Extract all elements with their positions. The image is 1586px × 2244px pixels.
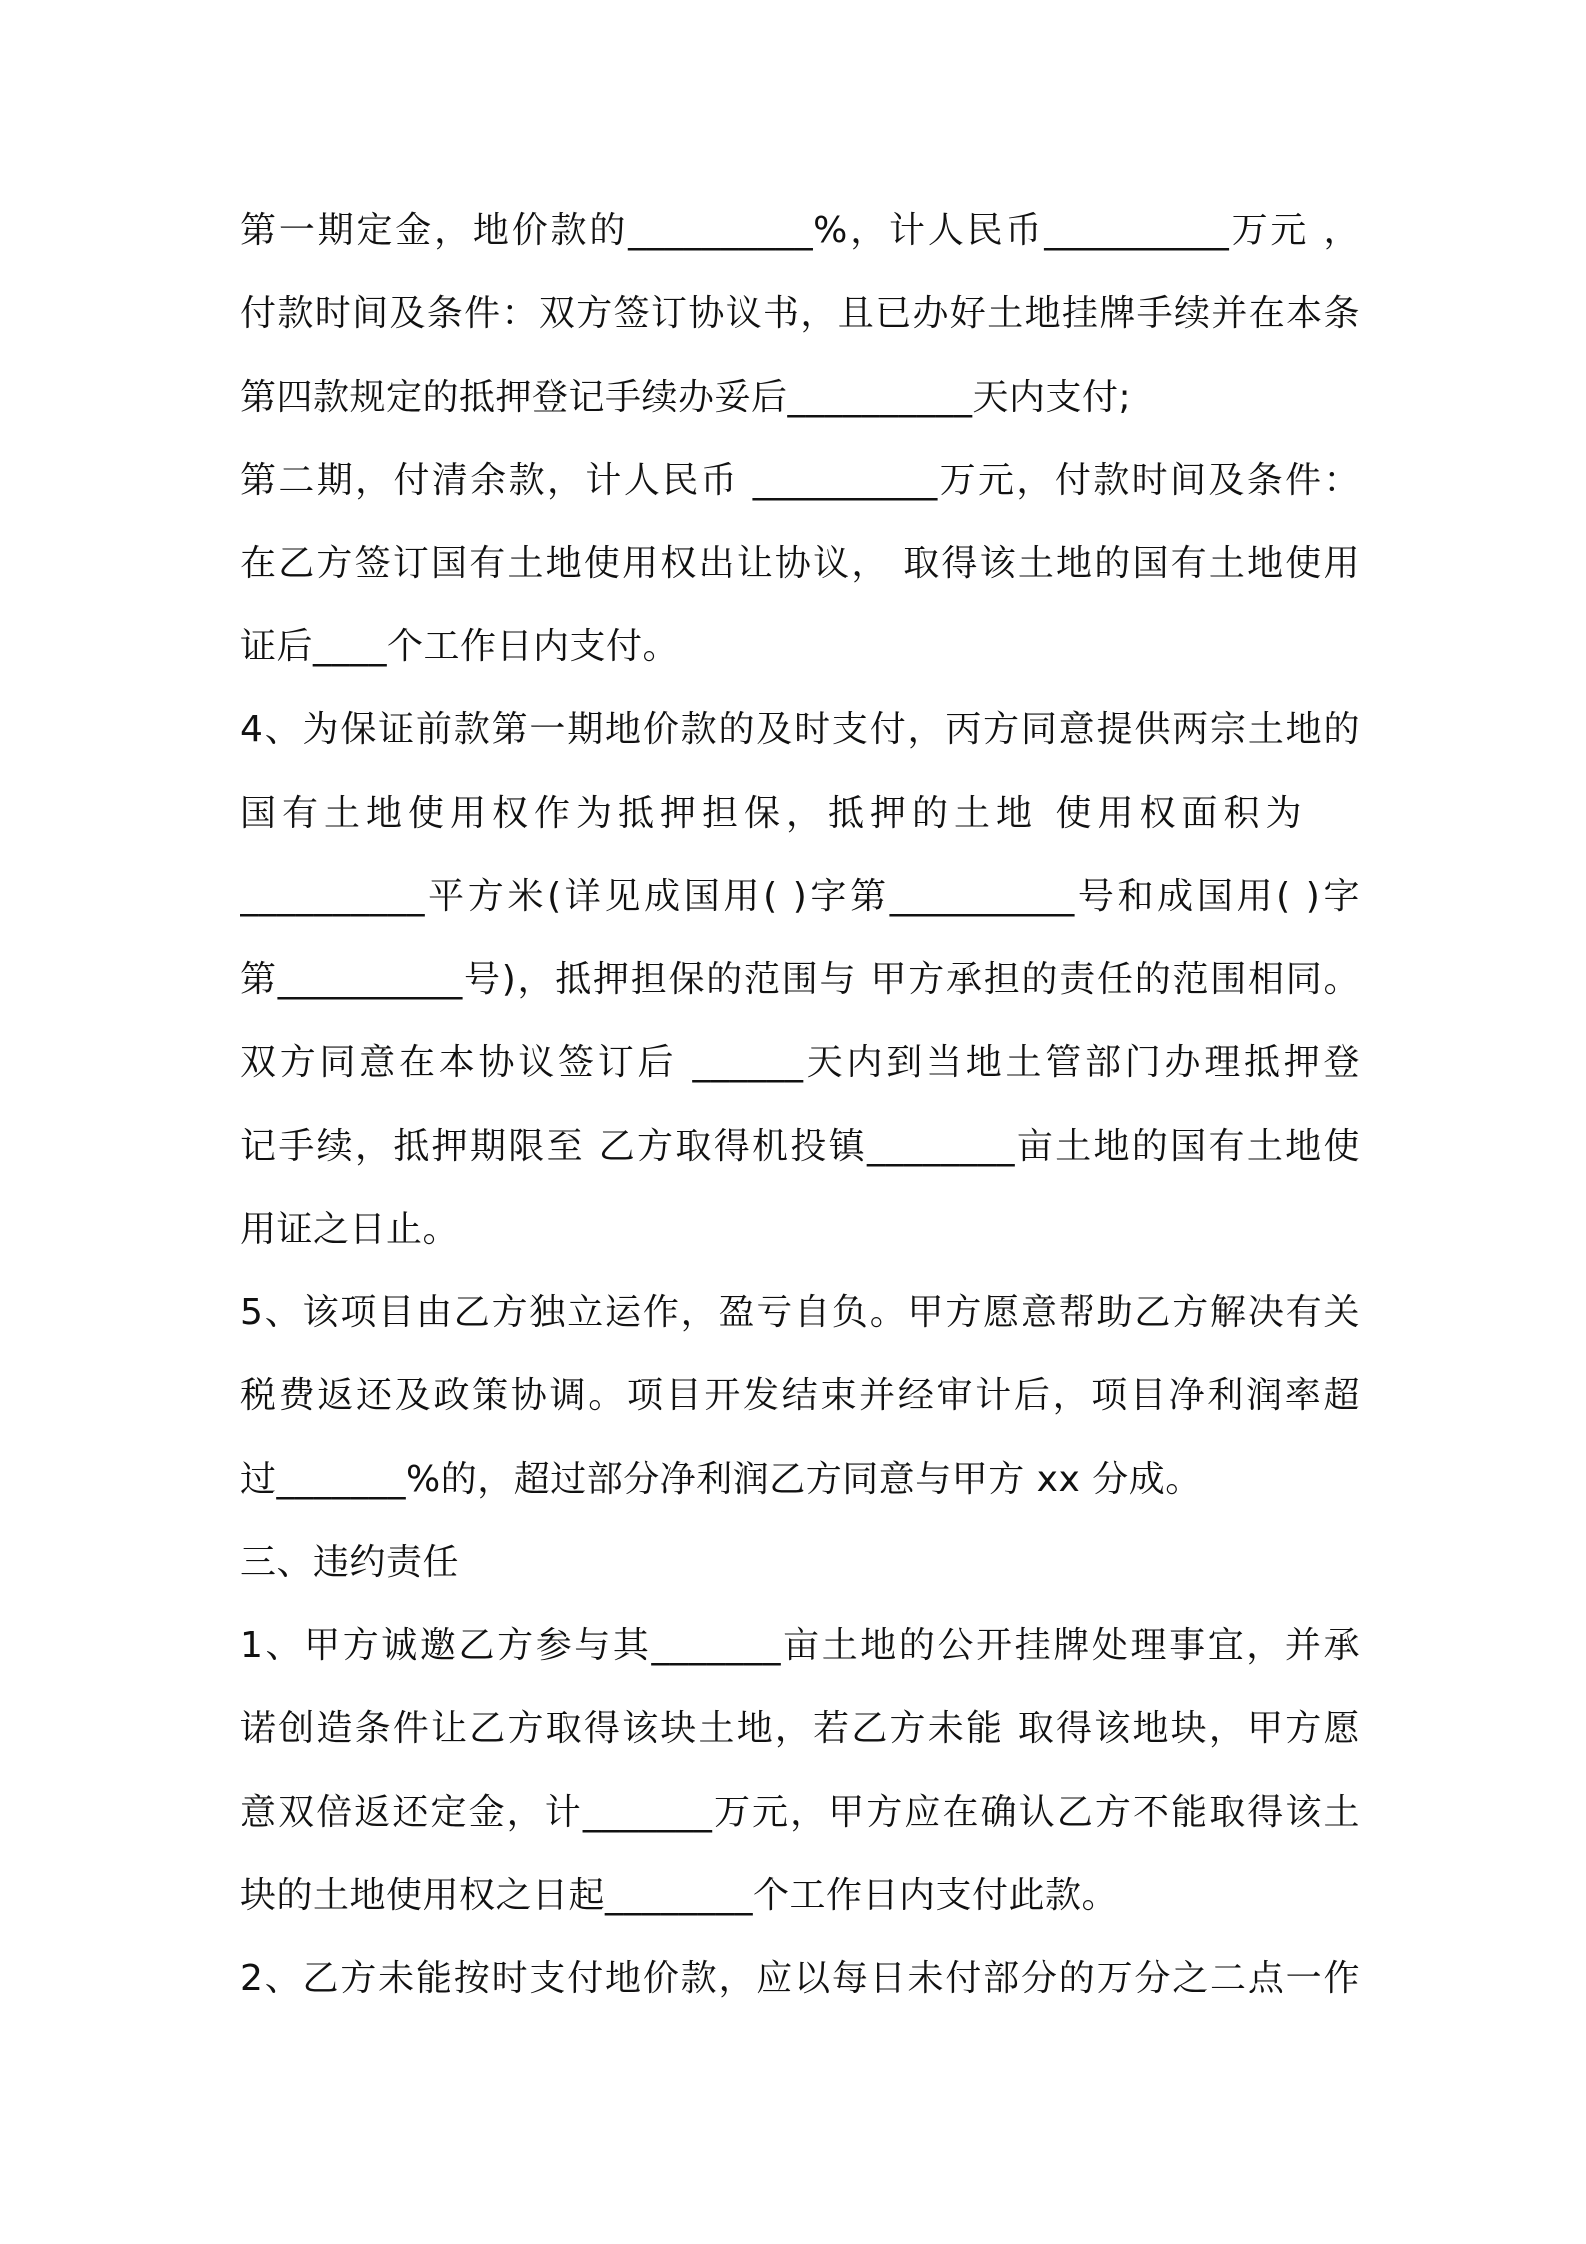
paragraph-line: 4、为保证前款第一期地价款的及时支付，丙方同意提供两宗土地的	[240, 709, 1360, 750]
paragraph-line: 第__________号)，抵押担保的范围与 甲方承担的责任的范围相同。	[240, 959, 1360, 1000]
paragraph-line: 双方同意在本协议签订后 ______天内到当地土管部门办理抵押登	[240, 1042, 1360, 1083]
paragraph-line: 证后____个工作日内支付。	[240, 626, 680, 667]
paragraph-line: 诺创造条件让乙方取得该块土地，若乙方未能 取得该地块，甲方愿	[240, 1708, 1360, 1749]
paragraph-line: 第四款规定的抵押登记手续办妥后__________天内支付;	[240, 377, 1132, 418]
paragraph-line: 在乙方签订国有土地使用权出让协议， 取得该土地的国有土地使用	[240, 543, 1360, 584]
paragraph-line: 1、甲方诚邀乙方参与其_______亩土地的公开挂牌处理事宜，并承	[240, 1625, 1360, 1666]
paragraph-line: 付款时间及条件：双方签订协议书，且已办好土地挂牌手续并在本条	[240, 293, 1360, 334]
paragraph-line: 意双倍返还定金，计_______万元，甲方应在确认乙方不能取得该土	[240, 1792, 1360, 1833]
paragraph-line: 过_______%的，超过部分净利润乙方同意与甲方 xx 分成。	[240, 1459, 1202, 1500]
paragraph-line: 2、乙方未能按时支付地价款，应以每日未付部分的万分之二点一作	[240, 1958, 1360, 1999]
paragraph-line: 用证之日止。	[240, 1209, 460, 1250]
paragraph-line: 第一期定金，地价款的__________%，计人民币__________万元 ，	[240, 210, 1360, 251]
paragraph-line: 第二期，付清余款，计人民币 __________万元，付款时间及条件：	[240, 460, 1360, 501]
section-heading: 三、违约责任	[240, 1542, 460, 1583]
paragraph-line: 税费返还及政策协调。项目开发结束并经审计后，项目净利润率超	[240, 1375, 1360, 1416]
paragraph-line: 块的土地使用权之日起________个工作日内支付此款。	[240, 1875, 1119, 1916]
paragraph-line: 5、该项目由乙方独立运作，盈亏自负。甲方愿意帮助乙方解决有关	[240, 1292, 1360, 1333]
paragraph-line: 记手续，抵押期限至 乙方取得机投镇________亩土地的国有土地使	[240, 1126, 1360, 1167]
paragraph-line: 国有土地使用权作为抵押担保，抵押的土地 使用权面积为	[240, 793, 1308, 834]
paragraph-line: __________平方米(详见成国用( )字第__________号和成国用( )字	[240, 876, 1360, 917]
